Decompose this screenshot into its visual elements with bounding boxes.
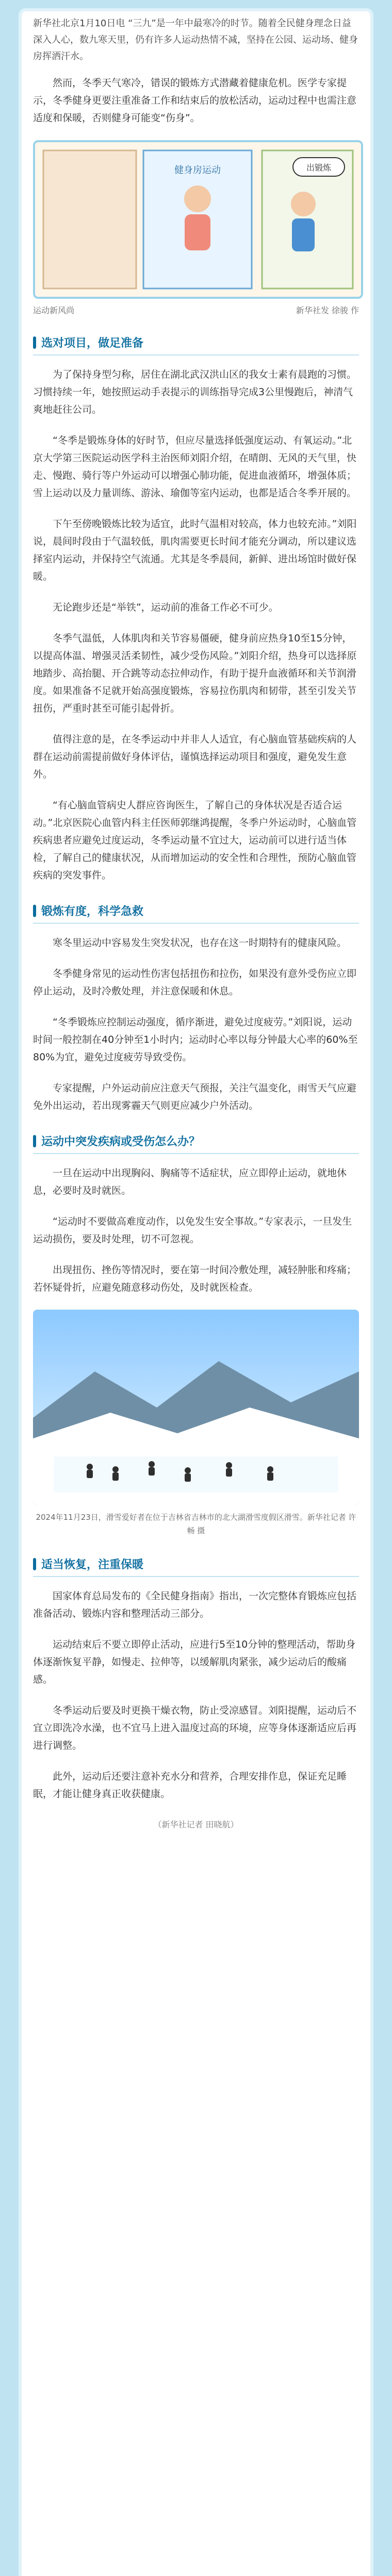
article-content xyxy=(33,15,359,1830)
illustration-caption-right: 新华社发 徐骏 作 xyxy=(296,306,359,315)
section-title-3 xyxy=(33,1133,359,1154)
section1-paragraph-3: 下午至傍晚锻炼比较为适宜，此时气温相对较高，体力也较充沛。”刘阳说，晨间时段由于气温较低，肌肉需要更长时间才能充分调动，所以建议选择室内运动，并保持空气流通。尤其是冬季晨间，新鲜、进出场馆时做好保暖。 xyxy=(33,518,357,582)
section-bar-icon xyxy=(33,1135,36,1147)
mirror-text: 健身房运动 xyxy=(174,165,221,176)
ski-photo xyxy=(33,1310,359,1505)
section2-paragraph-4: 专家提醒，户外运动前应注意天气预报，关注气温变化，雨雪天气应避免外出运动，若出现雾霾天气则更应减少户外活动。 xyxy=(33,1082,357,1111)
section-title-text-1: 选对项目，做足准备 xyxy=(41,337,144,350)
section-bar-icon xyxy=(33,1558,36,1570)
section1-paragraph-5: 冬季气温低，人体肌肉和关节容易僵硬，健身前应热身10至15分钟，以提高体温、增强灵活柔韧性，减少受伤风险。”刘阳介绍，热身可以选择原地踏步、高抬腿、开合跳等动态拉伸动作，有助于提升血液循环和关节润滑度。如果准备不足就开始高强度锻炼，容易拉伤肌肉和韧带，甚至引发关节扭伤，严重时甚至可能引起骨折。 xyxy=(33,633,357,714)
section1-paragraph-6: 值得注意的是，在冬季运动中并非人人适宜，有心脑血管基础疾病的人群在运动前需提前做好身体评估，谨慎选择运动项目和强度，避免发生意外。 xyxy=(33,734,357,780)
illustration-image xyxy=(33,140,363,299)
illustration-svg xyxy=(35,142,361,297)
section2-paragraph-3: “冬季锻炼应控制运动强度，循序渐进，避免过度疲劳。”刘阳说，运动时间一般控制在40分钟至1小时内；运动时心率以每分钟最大心率的60%至80%为宜，避免过度疲劳导致受伤。 xyxy=(33,1016,358,1063)
section1-paragraph-1: 为了保持身型匀称，居住在湖北武汉洪山区的我女士素有晨跑的习惯。习惯持续一年，她按照运动手表提示的训练指导完成3公里慢跑后，神清气爽地赶往公司。 xyxy=(33,369,357,415)
section2-paragraph-1: 寒冬里运动中容易发生突发状况，也存在这一时期特有的健康风险。 xyxy=(53,937,347,948)
illustration-caption-left: 运动新风尚 xyxy=(33,306,75,315)
section3-paragraph-1: 一旦在运动中出现胸闷、胸痛等不适症状，应立即停止运动，就地休息，必要时及时就医。 xyxy=(33,1167,347,1196)
end-note: （新华社记者 田晓航） xyxy=(153,1820,239,1829)
section-title-4 xyxy=(33,1556,359,1577)
section-title-text-4: 适当恢复，注重保暖 xyxy=(41,1558,144,1571)
section-bar-icon xyxy=(33,336,36,349)
section3-paragraph-3: 出现扭伤、挫伤等情况时，要在第一时间冷敷处理，减轻肿胀和疼痛；若怀疑骨折，应避免随意移动伤处，及时就医检查。 xyxy=(33,1264,357,1293)
section1-paragraph-2: “冬季是锻炼身体的好时节，但应尽量选择低强度运动、有氧运动。”北京大学第三医院运动医学科主治医师刘阳介绍，在晴朗、无风的天气里，快走、慢跑、骑行等户外运动可以增强心肺功能，促进血液循环，增强体质；雪上运动以及力量训练、游泳、瑜伽等室内运动，也都是适合冬季开展的。 xyxy=(33,435,357,499)
section-title-2 xyxy=(33,903,359,924)
section1-paragraph-4: 无论跑步还是“举铁”，运动前的准备工作必不可少。 xyxy=(53,602,279,613)
section2-paragraph-2: 冬季健身常见的运动性伤害包括扭伤和拉伤，如果没有意外受伤应立即停止运动，及时冷敷处理，并注意保暖和休息。 xyxy=(33,968,357,997)
speech-bubble-text: 出锻炼 xyxy=(306,163,332,173)
section4-paragraph-1: 国家体育总局发布的《全民健身指南》指出，一次完整体育锻炼应包括准备活动、锻炼内容和整理活动三部分。 xyxy=(33,1590,357,1619)
section4-paragraph-4: 此外，运动后还要注意补充水分和营养，合理安排作息，保证充足睡眠，才能让健身真正收获健康。 xyxy=(33,1771,347,1800)
section-bar-icon xyxy=(33,905,36,917)
intro-paragraph-2: 然而，冬季天气寒冷，错误的锻炼方式潜藏着健康危机。医学专家提示，冬季健身更要注重准备工作和结束后的放松活动，运动过程中也需注意适度和保暖，否则健身可能变“伤身”。 xyxy=(33,77,357,124)
ski-photo-svg xyxy=(33,1310,359,1505)
section3-paragraph-2: “运动时不要做高难度动作，以免发生安全事故。”专家表示，一旦发生运动损伤，要及时处理，切不可忽视。 xyxy=(33,1216,352,1245)
section1-paragraph-7: “有心脑血管病史人群应咨询医生，了解自己的身体状况是否适合运动。”北京医院心血管内科主任医师郭继鸿提醒，冬季户外运动时，心脑血管疾病患者应避免过度运动，冬季运动量不宜过大，运动前可以进行适当体检，了解自己的健康状况，从而增加运动的安全性和合理性，预防心脑血管疾病的突发事件。 xyxy=(33,800,357,881)
intro-paragraph: 新华社北京1月10日电 “三九”是一年中最寒冷的时节。随着全民健身理念日益深入人心，数九寒天里，仍有许多人运动热情不减，坚持在公园、运动场、健身房挥洒汗水。 xyxy=(33,18,358,62)
section4-paragraph-3: 冬季运动后要及时更换干燥衣物，防止受凉感冒。刘阳提醒，运动后不宜立即洗冷水澡，也不宜马上进入温度过高的环境，应等身体逐渐适应后再进行调整。 xyxy=(33,1705,357,1751)
section-title-text-3: 运动中突发疾病或受伤怎么办？ xyxy=(41,1136,201,1148)
photo-caption: 2024年11月23日，滑雪爱好者在位于吉林省吉林市的北大湖滑雪度假区滑雪。新华社记者 许畅 摄 xyxy=(36,1513,356,1535)
section4-paragraph-2: 运动结束后不要立即停止活动，应进行5至10分钟的整理活动，帮助身体逐渐恢复平静，如慢走、拉伸等，以缓解肌肉紧张，减少运动后的酸痛感。 xyxy=(33,1639,356,1685)
section-title-text-2: 锻炼有度，科学急救 xyxy=(41,905,144,918)
illustration-caption xyxy=(33,304,359,316)
section-title-1 xyxy=(33,334,359,355)
